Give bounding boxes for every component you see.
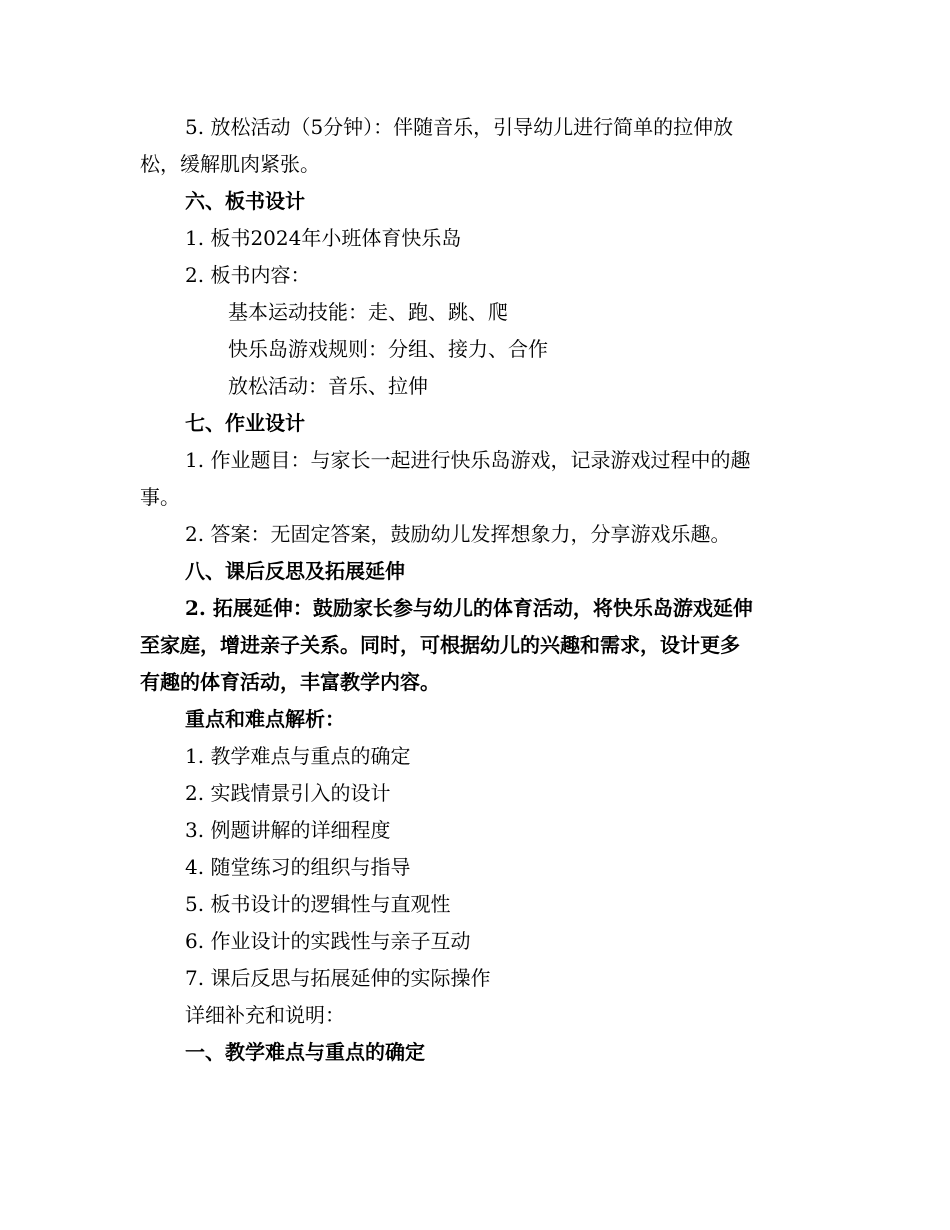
board-sub-item-2: 快乐岛游戏规则：分组、接力、合作 — [228, 337, 548, 361]
heading-board-design: 六、板书设计 — [185, 189, 305, 213]
key-point-item: 4. 随堂练习的组织与指导 — [185, 855, 411, 879]
homework-item-1-line-2: 事。 — [140, 485, 180, 509]
key-point-item: 2. 实践情景引入的设计 — [185, 781, 391, 805]
key-point-item: 7. 课后反思与拓展延伸的实际操作 — [185, 966, 491, 990]
key-point-item: 5. 板书设计的逻辑性与直观性 — [185, 892, 451, 916]
relax-activity-line-2: 松，缓解肌肉紧张。 — [140, 152, 320, 176]
homework-item-2: 2. 答案：无固定答案，鼓励幼儿发挥想象力，分享游戏乐趣。 — [185, 522, 731, 546]
heading-key-points: 重点和难点解析： — [185, 707, 345, 731]
relax-activity-line-1: 5. 放松活动（5分钟）：伴随音乐，引导幼儿进行简单的拉伸放 — [185, 115, 734, 139]
key-point-item: 3. 例题讲解的详细程度 — [185, 818, 391, 842]
board-sub-item-3: 放松活动：音乐、拉伸 — [228, 374, 428, 398]
board-sub-item-1: 基本运动技能：走、跑、跳、爬 — [228, 300, 508, 324]
extension-line-2: 至家庭，增进亲子关系。同时，可根据幼儿的兴趣和需求，设计更多 — [140, 633, 740, 657]
board-item-1: 1. 板书2024年小班体育快乐岛 — [185, 226, 462, 250]
key-point-item: 1. 教学难点与重点的确定 — [185, 744, 411, 768]
extension-line-3: 有趣的体育活动，丰富教学内容。 — [140, 670, 440, 694]
key-point-item: 6. 作业设计的实践性与亲子互动 — [185, 929, 471, 953]
supplement-label: 详细补充和说明： — [185, 1003, 345, 1027]
extension-line-1: 2. 拓展延伸：鼓励家长参与幼儿的体育活动，将快乐岛游戏延伸 — [185, 596, 753, 620]
heading-homework-design: 七、作业设计 — [185, 411, 305, 435]
heading-reflection-extension: 八、课后反思及拓展延伸 — [185, 559, 405, 583]
homework-item-1-line-1: 1. 作业题目：与家长一起进行快乐岛游戏，记录游戏过程中的趣 — [185, 448, 751, 472]
heading-section-1: 一、教学难点与重点的确定 — [185, 1040, 425, 1064]
board-item-2: 2. 板书内容： — [185, 263, 311, 287]
